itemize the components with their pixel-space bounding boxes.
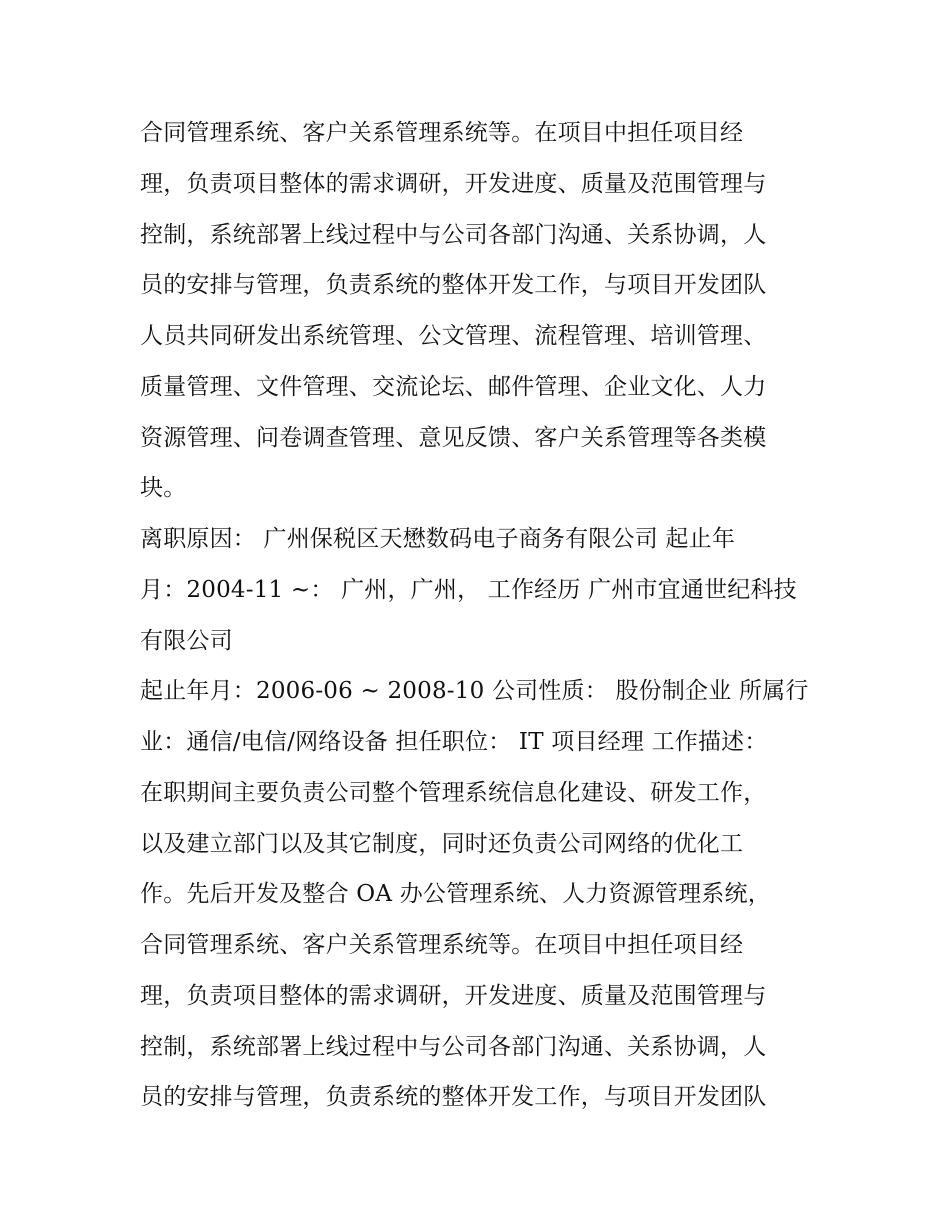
- text-line: 员的安排与管理，负责系统的整体开发工作，与项目开发团队: [140, 272, 767, 299]
- text-line: 理，负责项目整体的需求调研，开发进度、质量及范围管理与: [140, 982, 767, 1009]
- text-line: 起止年月：2006-06 ~ 2008-10 公司性质： 股份制企业 所属行: [140, 678, 809, 705]
- text-line: 合同管理系统、客户关系管理系统等。在项目中担任项目经: [140, 120, 744, 146]
- text-line: 控制，系统部署上线过程中与公司各部门沟通、关系协调，人: [140, 221, 767, 248]
- text-line: 质量管理、文件管理、交流论坛、邮件管理、企业文化、人力: [140, 373, 767, 400]
- text-line: 以及建立部门以及其它制度，同时还负责公司网络的优化工: [140, 830, 744, 857]
- text-line: 块。: [140, 475, 187, 502]
- text-line: 离职原因： 广州保税区天懋数码电子商务有限公司 起止年: [140, 526, 736, 552]
- text-line: 合同管理系统、客户关系管理系统等。在项目中担任项目经: [140, 932, 744, 958]
- text-line: 月：2004-11 ~： 广州，广州， 工作经历 广州市宜通世纪科技: [140, 576, 797, 603]
- text-line: 作。先后开发及整合 OA 办公管理系统、人力资源管理系统，: [140, 881, 771, 908]
- text-line: 业：通信/电信/网络设备 担任职位： IT 项目经理 工作描述：: [140, 729, 768, 755]
- text-line: 控制，系统部署上线过程中与公司各部门沟通、关系协调，人: [140, 1033, 767, 1060]
- text-line: 理，负责项目整体的需求调研，开发进度、质量及范围管理与: [140, 170, 767, 197]
- text-line: 资源管理、问卷调查管理、意见反馈、客户关系管理等各类模: [140, 424, 767, 451]
- text-line: 在职期间主要负责公司整个管理系统信息化建设、研发工作，: [140, 779, 767, 806]
- text-line: 有限公司: [140, 627, 233, 654]
- text-line: 人员共同研发出系统管理、公文管理、流程管理、培训管理、: [140, 323, 767, 349]
- document-body: [140, 108, 820, 1123]
- text-line: 员的安排与管理，负责系统的整体开发工作，与项目开发团队: [140, 1084, 767, 1111]
